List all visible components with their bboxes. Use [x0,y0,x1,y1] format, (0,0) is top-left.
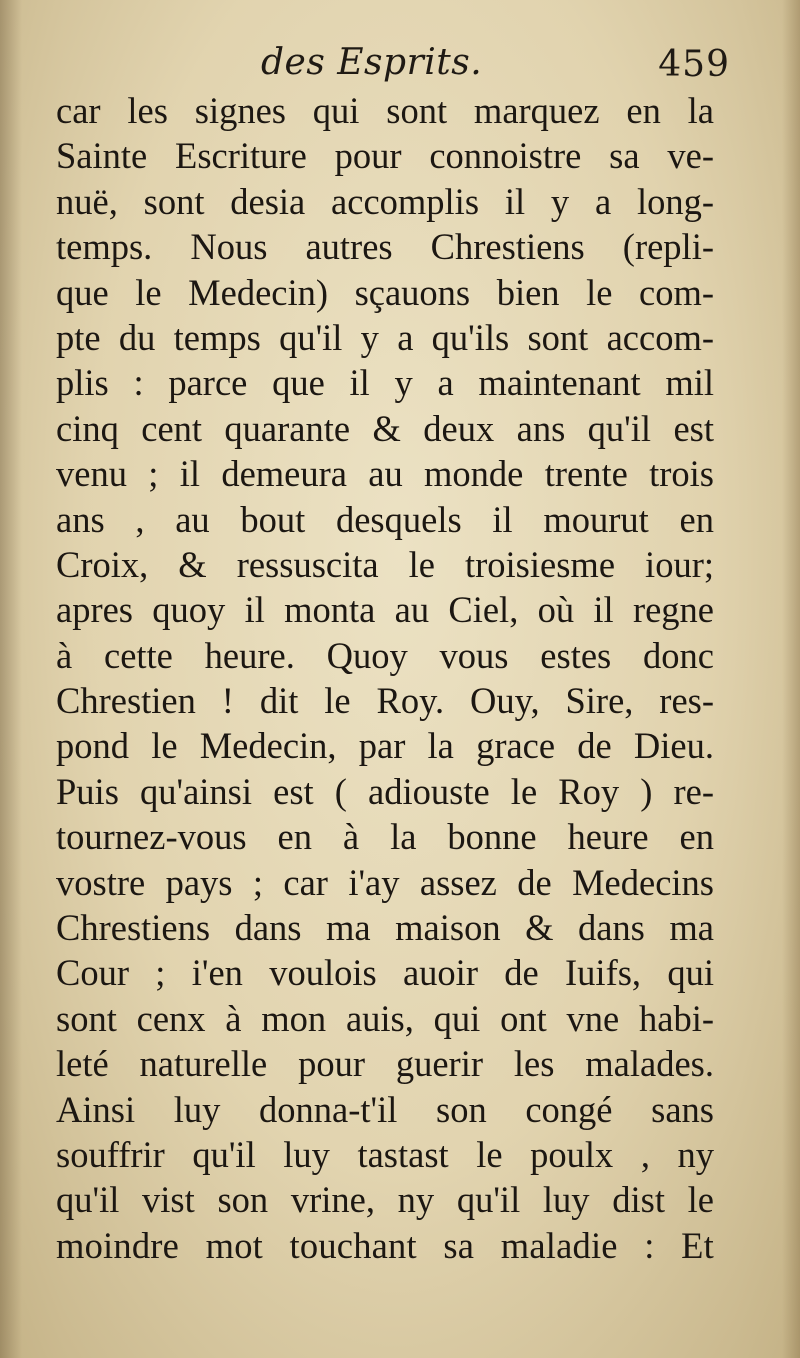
text-line: qu'il vist son vrine, ny qu'il luy dist le [56,1179,714,1221]
text-line: souffrir qu'il luy tastast le poulx , ny [56,1133,714,1175]
text-line: nuë, sont desia accomplis il y a long- [56,180,714,222]
text-line: leté naturelle pour guerir les malades. [56,1043,714,1085]
text-line: ans , au bout desquels il mourut en [56,498,714,540]
text-line: temps. Nous autres Chrestiens (repli- [56,226,714,268]
text-line: Croix, & ressuscita le troisiesme iour; [56,543,714,585]
text-line: car les signes qui sont marquez en la [56,90,714,131]
text-line: pte du temps qu'il y a qu'ils sont accom- [56,316,714,358]
gutter-shadow [0,0,22,1358]
text-line: tournez-vous en à la bonne heure en [56,816,714,858]
text-line: à cette heure. Quoy vous estes donc [56,634,714,676]
text-line: pond le Medecin, par la grace de Dieu. [56,725,714,767]
running-head: des Esprits. [261,42,483,83]
text-line: que le Medecin) sçauons bien le com- [56,271,714,313]
text-line: Chrestiens dans ma maison & dans ma [56,907,714,949]
text-line: Sainte Escriture pour connoistre sa ve- [56,135,714,177]
text-line: vostre pays ; car i'ay assez de Medecins [56,861,714,903]
page-number: 459 [658,44,730,85]
text-line: venu ; il demeura au monde trente trois [56,453,714,495]
body-text [56,88,714,1268]
text-line: cinq cent quarante & deux ans qu'il est [56,407,714,449]
text-line: Cour ; i'en voulois auoir de Iuifs, qui [56,952,714,994]
text-line: Chrestien ! dit le Roy. Ouy, Sire, res- [56,680,714,722]
text-line: sont cenx à mon auis, qui ont vne habi- [56,997,714,1039]
text-line: Ainsi luy donna-t'il son congé sans [56,1088,714,1130]
page-edge [782,0,800,1358]
text-line: plis : parce que il y a maintenant mil [56,362,714,404]
text-line: apres quoy il monta au Ciel, où il regne [56,589,714,631]
text-line: moindre mot touchant sa maladie : Et [56,1224,714,1266]
text-line: Puis qu'ainsi est ( adiouste le Roy ) re- [56,770,714,812]
